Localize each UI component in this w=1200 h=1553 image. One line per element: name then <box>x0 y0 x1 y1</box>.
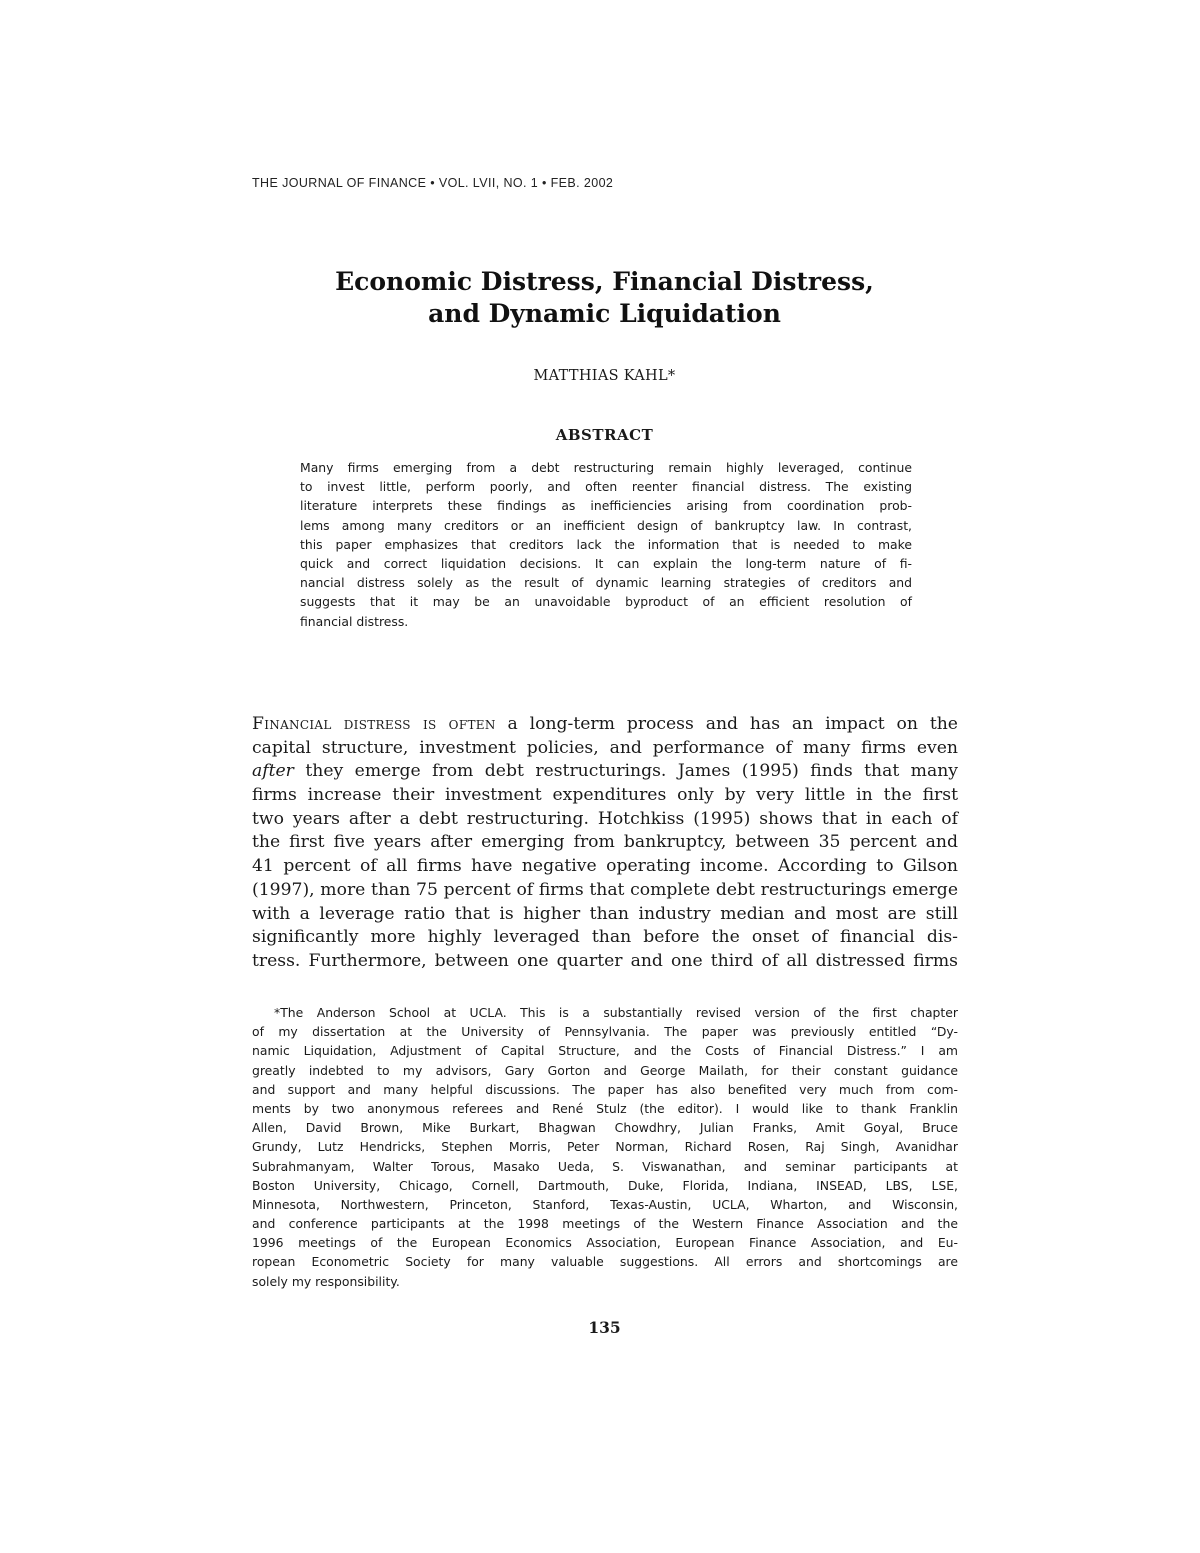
abstract-line: suggests that it may be an unavoidable byproduct of an efficient resolution of <box>300 594 912 610</box>
title-line-1: Economic Distress, Financial Distress, <box>335 267 874 296</box>
footnote-line: namic Liquidation, Adjustment of Capital Structure, and the Costs of Financial Distress.” I am <box>252 1043 958 1059</box>
page-number: 135 <box>588 1318 621 1337</box>
footnote-line: solely my responsibility. <box>252 1273 400 1289</box>
body-line: two years after a debt restructuring. Hotchkiss (1995) shows that in each of <box>252 808 958 829</box>
abstract-text <box>300 458 912 631</box>
article-title <box>252 266 957 330</box>
body-line: capital structure, investment policies, and performance of many firms even <box>252 737 958 758</box>
abstract-line: this paper emphasizes that creditors lack the information that is needed to make <box>300 536 912 552</box>
abstract-line: nancial distress solely as the result of dynamic learning strategies of creditors and <box>300 575 912 591</box>
body-lead-in: Financial distress is often <box>252 714 496 734</box>
body-line: tress. Furthermore, between one quarter and one third of all distressed firms <box>252 950 958 971</box>
footnote-line: Boston University, Chicago, Cornell, Dartmouth, Duke, Florida, Indiana, INSEAD, LBS, LSE, <box>252 1177 958 1193</box>
body-line <box>252 760 958 784</box>
body-line: firms increase their investment expenditures only by very little in the first <box>252 785 958 806</box>
footnote-line: ropean Econometric Society for many valuable suggestions. All errors and shortcomings are <box>252 1254 958 1270</box>
footnote-line: Subrahmanyam, Walter Torous, Masako Ueda, S. Viswanathan, and seminar participants at <box>252 1158 958 1174</box>
footnote-line: and support and many helpful discussions. The paper has also benefited very much from com- <box>252 1081 958 1097</box>
footnote-line: greatly indebted to my advisors, Gary Gorton and George Mailath, for their constant guidance <box>252 1062 958 1078</box>
footnote-line: 1996 meetings of the European Economics Association, European Finance Association, and Eu- <box>252 1235 958 1251</box>
abstract-line: literature interprets these findings as inefficiencies arising from coordination prob- <box>300 498 912 514</box>
body-line: 41 percent of all firms have negative operating income. According to Gilson <box>252 856 958 877</box>
title-line-2: and Dynamic Liquidation <box>428 299 781 328</box>
body-line-text: they emerge from debt restructurings. James (1995) finds that many <box>305 761 959 782</box>
body-paragraph <box>252 713 958 974</box>
body-line <box>252 713 958 737</box>
abstract-line: financial distress. <box>300 613 409 629</box>
footnote <box>252 1003 958 1291</box>
footnote-line: ments by two anonymous referees and René Stulz (the editor). I would like to thank Franklin <box>252 1100 958 1116</box>
footnote-line: of my dissertation at the University of Pennsylvania. The paper was previously entitled “Dy- <box>252 1024 958 1040</box>
body-line: significantly more highly leveraged than before the onset of financial dis- <box>252 927 958 948</box>
abstract-line: quick and correct liquidation decisions. It can explain the long-term nature of fi- <box>300 555 912 571</box>
running-head: THE JOURNAL OF FINANCE • VOL. LVII, NO. 1 • FEB. 2002 <box>252 176 614 190</box>
body-line-text: a long-term process and has an impact on the <box>507 714 958 734</box>
body-line: (1997), more than 75 percent of firms that complete debt restructurings emerge <box>252 879 958 900</box>
footnote-line: Minnesota, Northwestern, Princeton, Stanford, Texas-Austin, UCLA, Wharton, and Wisconsin, <box>252 1196 958 1212</box>
abstract-line: lems among many creditors or an inefficient design of bankruptcy law. In contrast, <box>300 517 912 533</box>
author-name: MATTHIAS KAHL* <box>533 368 676 384</box>
abstract-heading: ABSTRACT <box>555 426 654 444</box>
footnote-line: *The Anderson School at UCLA. This is a substantially revised version of the first chapter <box>274 1005 958 1020</box>
body-emphasis: after <box>252 761 294 782</box>
abstract-line: to invest little, perform poorly, and often reenter financial distress. The existing <box>300 479 912 495</box>
footnote-line: Grundy, Lutz Hendricks, Stephen Morris, Peter Norman, Richard Rosen, Raj Singh, Avanidhar <box>252 1139 958 1155</box>
body-line: with a leverage ratio that is higher than industry median and most are still <box>252 903 958 924</box>
footnote-line: and conference participants at the 1998 meetings of the Western Finance Association and the <box>252 1216 958 1232</box>
abstract-line: Many firms emerging from a debt restructuring remain highly leveraged, continue <box>300 460 912 475</box>
footnote-line: Allen, David Brown, Mike Burkart, Bhagwan Chowdhry, Julian Franks, Amit Goyal, Bruce <box>252 1120 958 1136</box>
body-line: the first five years after emerging from bankruptcy, between 35 percent and <box>252 832 958 853</box>
